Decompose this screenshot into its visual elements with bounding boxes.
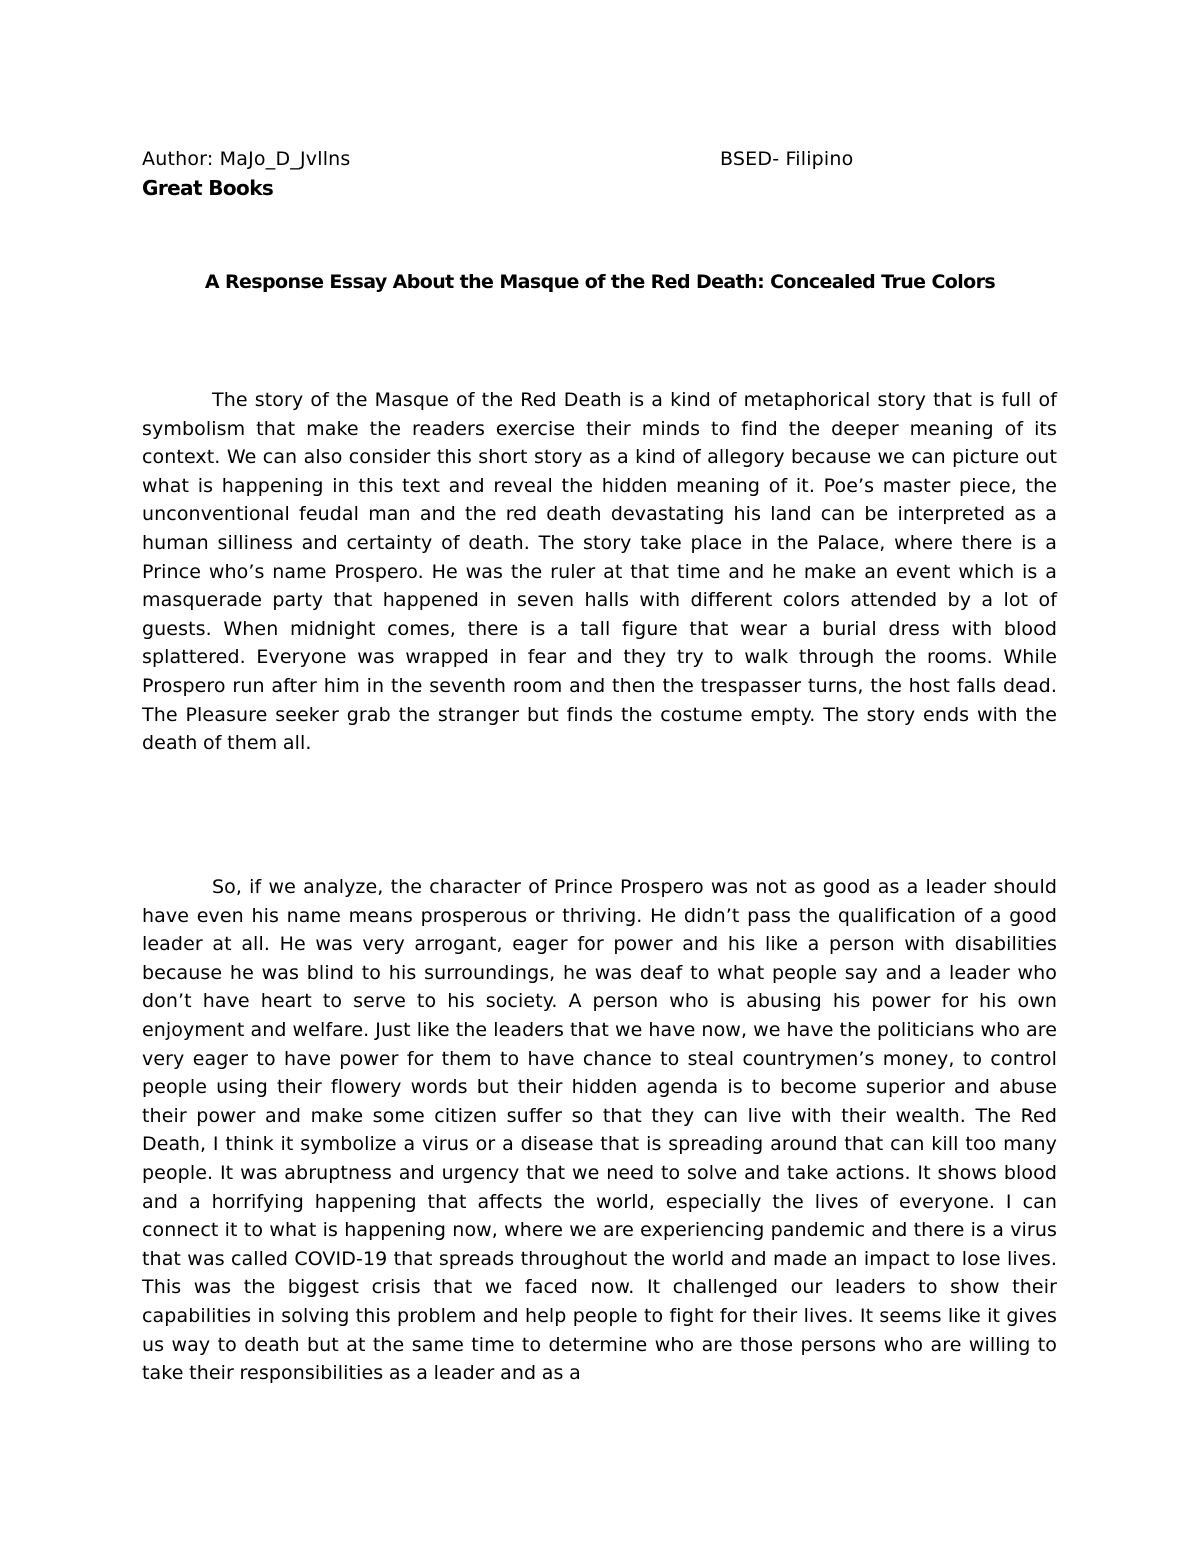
essay-paragraph-2: So, if we analyze, the character of Prince Prospero was not as good as a leader should have even his name means prosperous or thriving. He didn’t pass the qualification of a good leader at all. He was very arrogant, eager for power and his like a person with disabilities because he was blind to his surroundings, he was deaf to what people say and a leader who don’t have heart to serve to his society. A person who is abusing his power for his own enjoyment and welfare. Just like the leaders that we have now, we have the politicians who are very eager to have power for them to have chance to steal countrymen’s money, to control people using their flowery words but their hidden agenda is to become superior and abuse their power and make some citizen suffer so that they can live with their wealth. The Red Death, I think it symbolize a virus or a disease that is spreading around that can kill too many people. It was abruptness and urgency that we need to solve and take actions. It shows blood and a horrifying happening that affects the world, especially the lives of everyone. I can connect it to what is happening now, where we are experiencing pandemic and there is a virus that was called COVID-19 that spreads throughout the world and made an impact to lose lives. This was the biggest crisis that we faced now. It challenged our leaders to show their capabilities in solving this problem and help people to fight for their lives. It seems like it gives us way to death but at the same time to determine who are those persons who are willing to take their responsibilities as a leader and as a — [142, 876, 1057, 1385]
document-header — [142, 145, 1062, 173]
subject-heading: Great Books — [142, 176, 274, 200]
essay-title: A Response Essay About the Masque of the Red Death: Concealed True Colors — [204, 271, 996, 293]
course-label: BSED- Filipino — [720, 148, 854, 170]
essay-paragraph-1: The story of the Masque of the Red Death is a kind of metaphorical story that is full of symbolism that make the readers exercise their minds to find the deeper meaning of its context. We can also consider this short story as a kind of allegory because we can picture out what is happening in this text and reveal the hidden meaning of it. Poe’s master piece, the unconventional feudal man and the red death devastating his land can be interpreted as a human silliness and certainty of death. The story take place in the Palace, where there is a Prince who’s name Prospero. He was the ruler at that time and he make an event which is a masquerade party that happened in seven halls with different colors attended by a lot of guests. When midnight comes, there is a tall figure that wear a burial dress with blood splattered. Everyone was wrapped in fear and they try to walk through the rooms. While Prospero run after him in the seventh room and then the trespasser turns, the host falls dead. The Pleasure seeker grab the stranger but finds the costume empty. The story ends with the death of them all. — [142, 389, 1057, 755]
author-line: Author: MaJo_D_Jvllns — [142, 148, 351, 170]
